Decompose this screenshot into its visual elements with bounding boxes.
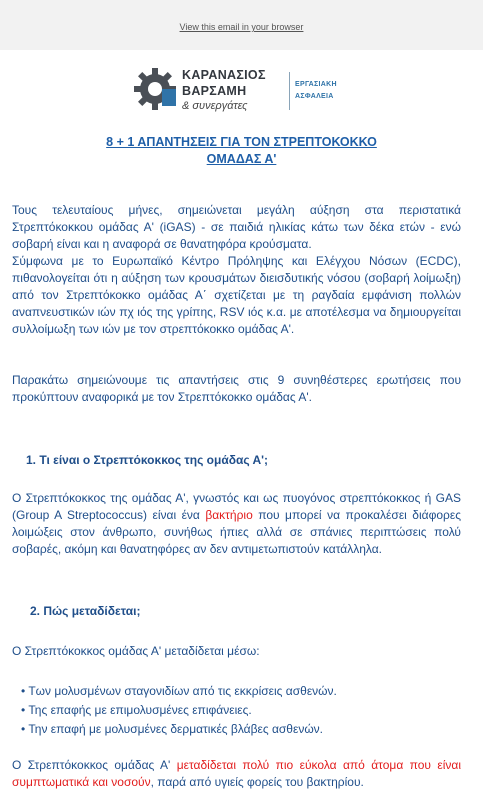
gear-logo-icon bbox=[132, 66, 178, 112]
email-body bbox=[0, 50, 483, 811]
question-1-answer bbox=[12, 490, 461, 558]
preheader bbox=[0, 0, 483, 50]
question-2-note bbox=[12, 757, 461, 791]
question-1-heading: 1. Τι είναι ο Στρεπτόκοκκος της ομάδας Α'; bbox=[26, 453, 268, 467]
logo-section-line1: ΕΡΓΑΣΙΑΚΗ bbox=[295, 81, 337, 88]
q1-text-end: που μπορεί να προκαλέσει διάφορες λοιμώξεις στον άνθρωπο, συνήθως ήπιες αλλά σε σπάνιες περιπτώσεις πολύ σοβαρές, ακόμη και θανατηφόρες αν δεν αντιμετωπιστούν κατάλληλα. bbox=[12, 508, 461, 556]
transmission-list bbox=[12, 682, 337, 739]
list-item: • Της επαφής με επιμολυσμένες επιφάνειες. bbox=[12, 701, 337, 720]
question-2-intro: Ο Στρεπτόκοκκος ομάδας Α' μεταδίδεται μέσω: bbox=[12, 644, 260, 658]
view-in-browser-link[interactable]: View this email in your browser bbox=[179, 22, 304, 32]
logo-name-line1: ΚΑΡΑΝΑΣΙΟΣ bbox=[182, 68, 266, 82]
q1-highlight-bacterium: βακτήριο bbox=[205, 508, 253, 522]
intro-paragraph-2: Σύμφωνα με το Ευρωπαϊκό Κέντρο Πρόληψης και Ελέγχου Νόσων (ECDC), πιθανολογείται ότι η αύξηση των κρουσμάτων διεισδυτικής νόσου (σοβαρή λοίμωξη) από τον Στρεπτόκοκκο ομάδας Α΄ σχετίζεται με τη ραγδαία εμφάνιση πολλών αναπνευστικών ιών πχ ιός της γρίπης, RSV ιός κ.α. με αποτέλεσμα να δημιουργείται συλλοίμωξη των ιών με τον στρεπτόκοκκο ομάδας Α'. bbox=[12, 254, 461, 336]
q2-note-start: Ο Στρεπτόκοκκος ομάδας Α' bbox=[12, 758, 177, 772]
logo-divider bbox=[289, 72, 290, 110]
logo-name-line2: ΒΑΡΣΑΜΗ bbox=[182, 84, 247, 98]
logo-subtitle: & συνεργάτες bbox=[182, 100, 248, 112]
q2-note-end: , παρά από υγιείς φορείς του βακτηρίου. bbox=[150, 775, 364, 789]
q2-note-highlight: μεταδίδεται πολύ πιο εύκολα από άτομα που είναι συμπτωματικά και νοσούν bbox=[12, 758, 461, 789]
question-2-heading: 2. Πώς μεταδίδεται; bbox=[30, 604, 141, 618]
q1-text-start: Ο Στρεπτόκοκκος της ομάδας Α', γνωστός και ως πυογόνος στρεπτόκοκκος ή GAS (Group A Streptococcus) είναι ένα bbox=[12, 491, 461, 522]
list-item: • Των μολυσμένων σταγονιδίων από τις εκκρίσεις ασθενών. bbox=[12, 682, 337, 701]
article-title-line1: 8 + 1 ΑΠΑΝΤΗΣΕΙΣ ΓΙΑ ΤΟΝ ΣΤΡΕΠΤΟΚΟΚΚΟ bbox=[106, 135, 377, 149]
company-logo bbox=[132, 66, 372, 118]
logo-section-line2: ΑΣΦΑΛΕΙΑ bbox=[295, 93, 334, 100]
article-title[interactable] bbox=[0, 134, 483, 168]
list-item: • Την επαφή με μολυσμένες δερματικές βλάβες ασθενών. bbox=[12, 720, 337, 739]
intro-paragraph-3: Παρακάτω σημειώνουμε τις απαντήσεις στις 9 συνηθέστερες ερωτήσεις που προκύπτουν αναφορικά με τον Στρεπτόκοκκο ομάδας Α'. bbox=[12, 373, 461, 404]
article-title-line2: ΟΜΑΔΑΣ Α' bbox=[206, 152, 277, 166]
intro-paragraph-1: Τους τελευταίους μήνες, σημειώνεται μεγάλη αύξηση στα περιστατικά Στρεπτόκοκκου ομάδας Α' (iGAS) - σε παιδιά ηλικίας κάτω των δέκα ετών - ενώ σοβαρή είναι και η αναφορά σε θανατηφόρα κρούσματα. bbox=[12, 203, 461, 251]
